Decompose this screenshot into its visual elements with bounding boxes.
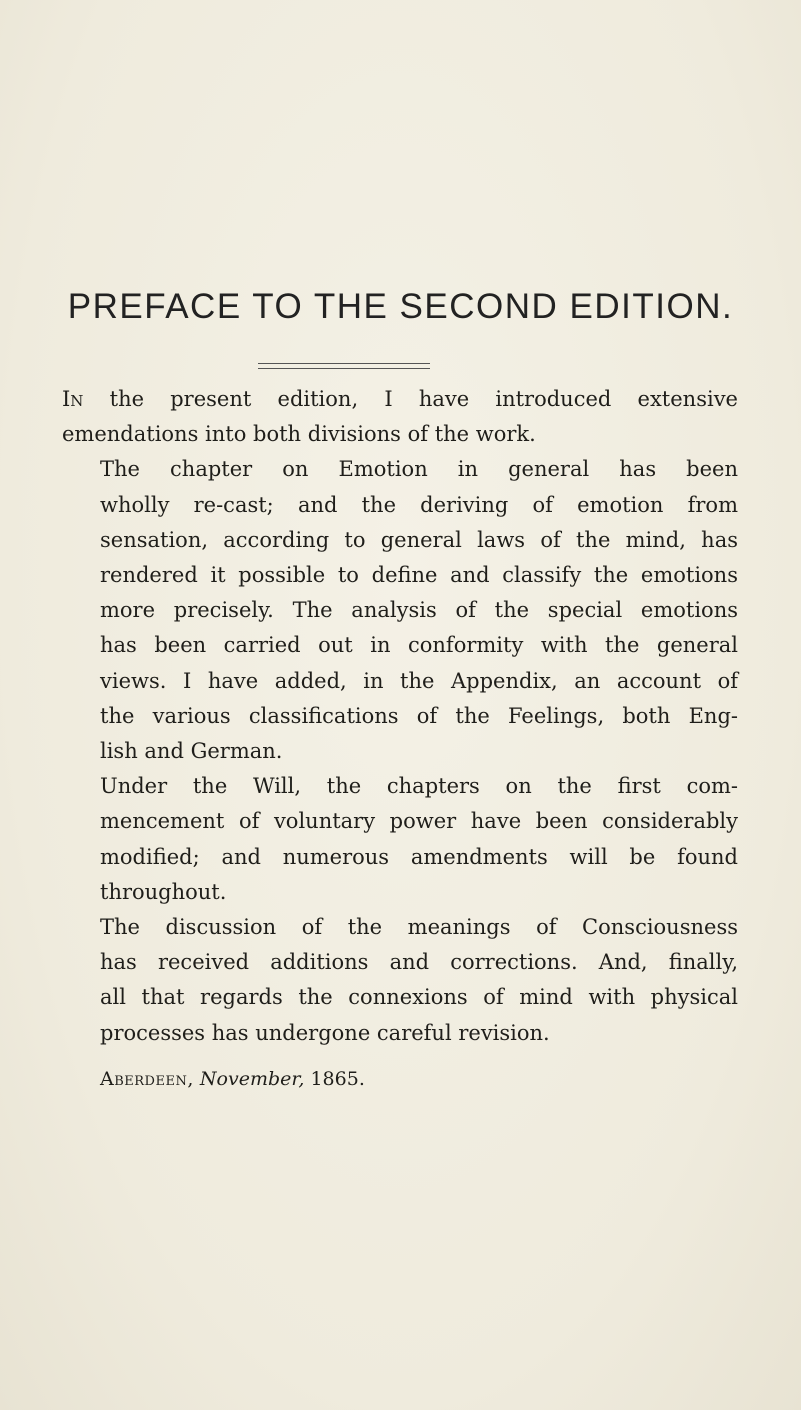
text-line: lish and German. <box>100 739 283 764</box>
text-line: has received additions and corrections. And, finally, <box>100 950 738 975</box>
text-line: The discussion of the meanings of Consciousness <box>100 915 738 940</box>
text-line: sensation, according to general laws of the mind, has <box>100 527 738 552</box>
text-line: emendations into both divisions of the work. <box>62 422 536 447</box>
signature-year: 1865. <box>310 1068 365 1090</box>
text-line: throughout. <box>100 879 227 904</box>
paragraph-2 <box>62 452 738 769</box>
signature-place: Aberdeen, <box>100 1068 194 1090</box>
text-line: In the present edition, I have introduced extensive <box>62 387 738 411</box>
lead-word: In <box>62 387 84 411</box>
text-line: more precisely. The analysis of the special emotions <box>100 598 738 623</box>
paragraph-3 <box>62 769 738 910</box>
text-line: The chapter on Emotion in general has been <box>100 457 738 482</box>
text-line: all that regards the connexions of mind with physical <box>100 985 738 1010</box>
text-line: rendered it possible to define and classify the emotions <box>100 563 738 588</box>
signature-line <box>100 1068 365 1090</box>
paragraph-1 <box>62 382 738 452</box>
text-line: modified; and numerous amendments will be found <box>100 844 738 869</box>
title-rule-lower <box>258 368 430 369</box>
paragraph-4 <box>62 910 738 1051</box>
page-title: PREFACE TO THE SECOND EDITION. <box>67 287 734 326</box>
signature-month: November, <box>199 1068 305 1090</box>
text-line: views. I have added, in the Appendix, an account of <box>100 668 738 693</box>
text-line: wholly re-cast; and the deriving of emotion from <box>100 492 738 517</box>
text-line: mencement of voluntary power have been considerably <box>100 809 738 834</box>
text-line: processes has undergone careful revision. <box>100 1020 550 1045</box>
text-line: the various classifications of the Feelings, both Eng- <box>100 703 738 728</box>
title-rule-upper <box>258 363 430 364</box>
text-line: has been carried out in conformity with the general <box>100 633 738 658</box>
text-line: Under the Will, the chapters on the first com- <box>100 774 738 799</box>
preface-body <box>62 382 738 1051</box>
